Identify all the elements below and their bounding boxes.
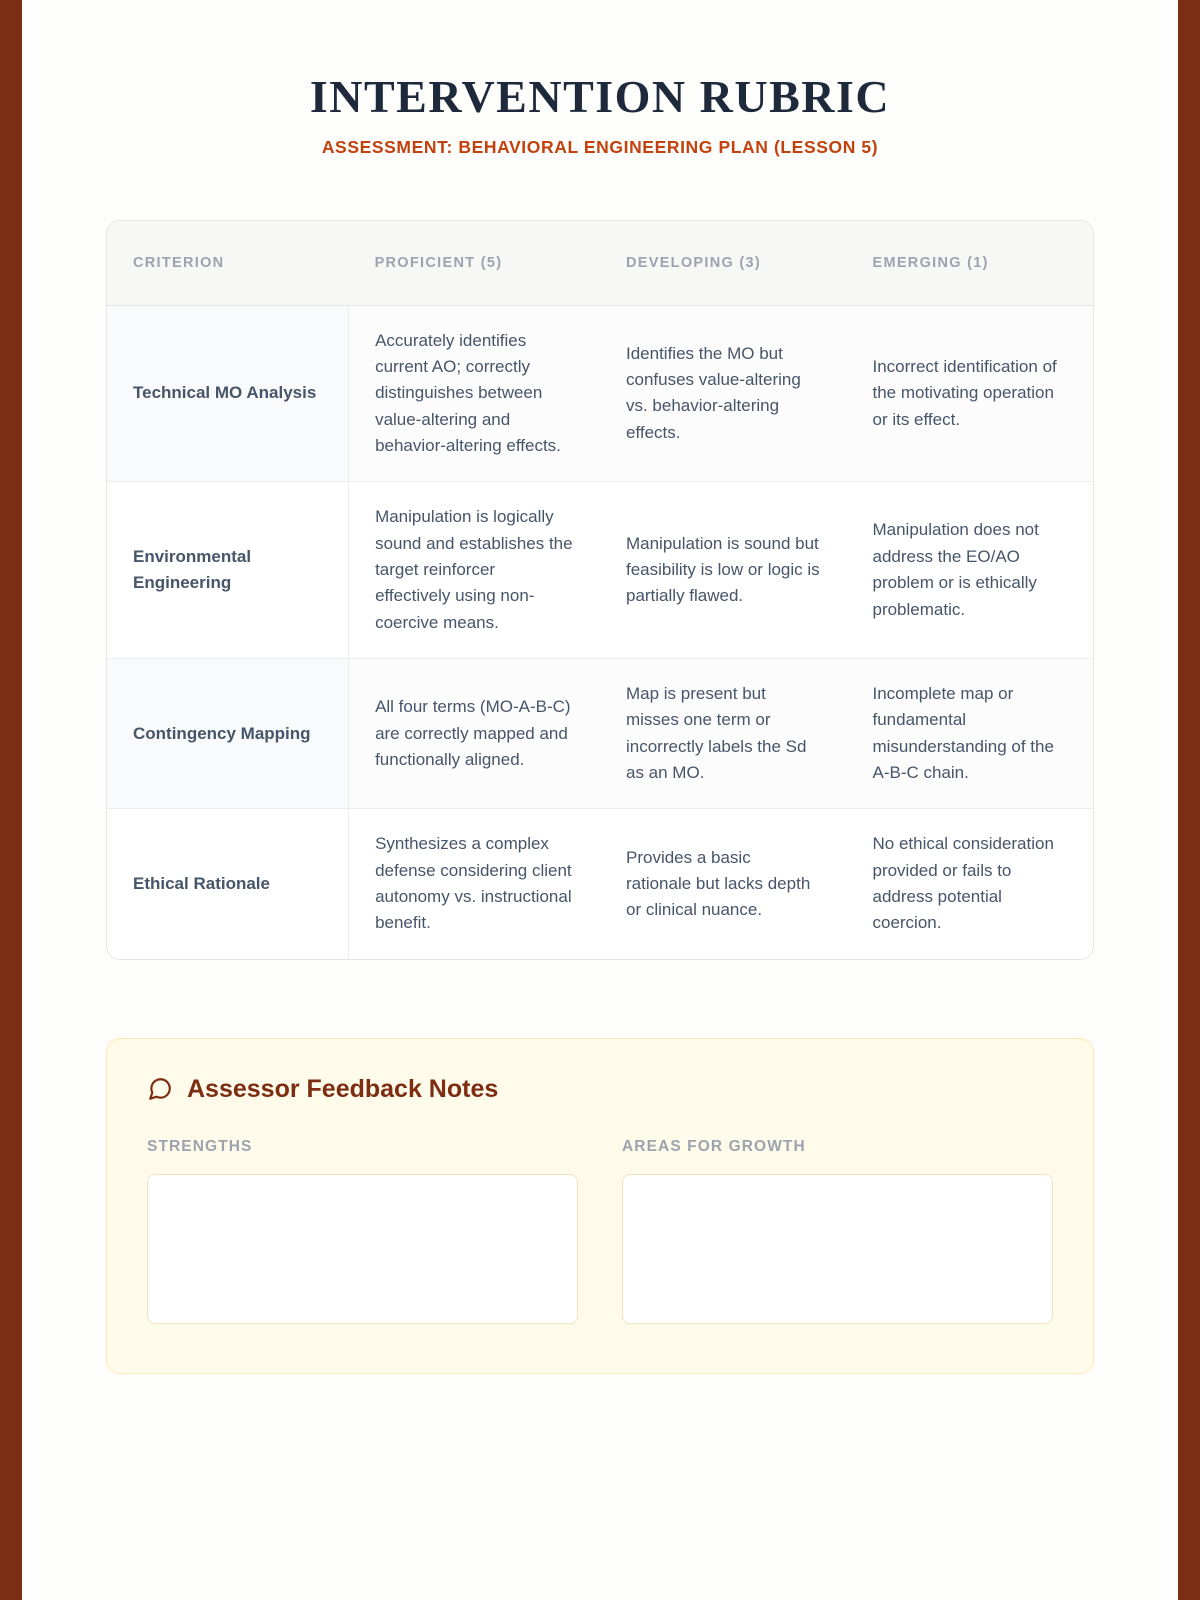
rubric-table-card [106, 220, 1094, 960]
emerging-descriptor: Incomplete map or fundamental misunderstanding of the A-B-C chain. [872, 684, 1054, 783]
document-header [22, 0, 1178, 158]
emerging-descriptor: No ethical consideration provided or fails to address potential coercion. [872, 834, 1054, 933]
growth-label: AREAS FOR GROWTH [622, 1137, 806, 1155]
strengths-label: STRENGTHS [147, 1137, 253, 1155]
table-row [107, 659, 1093, 809]
criterion-label: Environmental Engineering [107, 482, 349, 659]
assessor-feedback-panel [106, 1038, 1094, 1374]
page-subtitle: ASSESSMENT: BEHAVIORAL ENGINEERING PLAN (LESSON 5) [321, 136, 879, 157]
page-title: INTERVENTION RUBRIC [309, 71, 891, 122]
speech-bubble-icon [147, 1076, 173, 1102]
proficient-descriptor: All four terms (MO-A-B-C) are correctly mapped and functionally aligned. [375, 697, 571, 769]
column-header-developing: DEVELOPING (3) [600, 221, 847, 306]
document-page [22, 0, 1178, 1600]
proficient-descriptor: Synthesizes a complex defense considering client autonomy vs. instructional benefit. [375, 834, 572, 933]
column-header-criterion: CRITERION [107, 221, 349, 306]
strengths-input[interactable] [147, 1174, 578, 1324]
rubric-table-head [107, 221, 1093, 306]
column-header-emerging: EMERGING (1) [846, 221, 1093, 306]
feedback-title: Assessor Feedback Notes [187, 1074, 499, 1103]
developing-descriptor: Identifies the MO but confuses value-altering vs. behavior-altering effects. [625, 343, 801, 442]
feedback-header [147, 1075, 1053, 1104]
proficient-descriptor: Accurately identifies current AO; correctly distinguishes between value-altering and behavior-altering effects. [375, 330, 561, 455]
criterion-label: Technical MO Analysis [107, 305, 349, 482]
growth-input[interactable] [622, 1174, 1053, 1324]
emerging-descriptor: Manipulation does not address the EO/AO problem or is ethically problematic. [872, 520, 1039, 619]
criterion-label: Contingency Mapping [107, 659, 349, 809]
table-row [107, 305, 1093, 482]
developing-descriptor: Map is present but misses one term or incorrectly labels the Sd as an MO. [625, 684, 807, 783]
emerging-descriptor: Incorrect identification of the motivating operation or its effect. [872, 356, 1057, 429]
strengths-column [147, 1138, 578, 1329]
rubric-table [107, 221, 1093, 959]
rubric-table-body [107, 305, 1093, 959]
developing-descriptor: Manipulation is sound but feasibility is low or logic is partially flawed. [625, 533, 820, 606]
table-row [107, 482, 1093, 659]
table-header-row [107, 221, 1093, 306]
column-header-proficient: PROFICIENT (5) [349, 221, 600, 306]
table-row [107, 809, 1093, 959]
growth-column [622, 1138, 1053, 1329]
criterion-label: Ethical Rationale [107, 809, 349, 959]
feedback-columns [147, 1138, 1053, 1329]
proficient-descriptor: Manipulation is logically sound and establishes the target reinforcer effectively using non-coercive means. [375, 507, 573, 632]
developing-descriptor: Provides a basic rationale but lacks depth or clinical nuance. [625, 847, 811, 920]
